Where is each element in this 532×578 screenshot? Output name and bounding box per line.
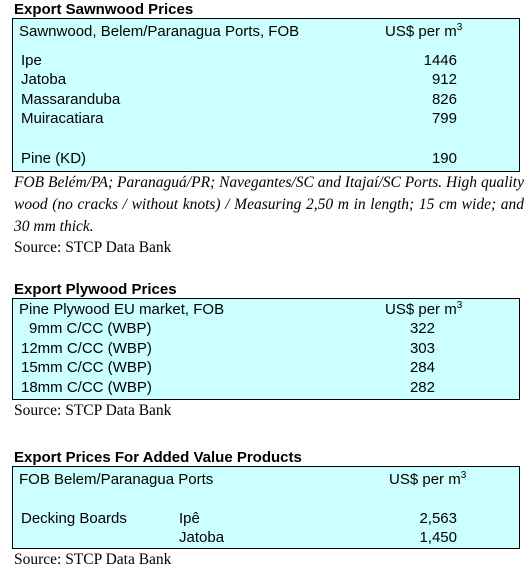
table-row (13, 340, 519, 358)
unit-text: US$ per m (385, 301, 457, 318)
species-label: Jatoba (179, 529, 225, 546)
unit-text: US$ per m (389, 471, 461, 488)
table-row (13, 320, 519, 338)
price-value: 912 (431, 71, 457, 88)
sawnwood-source: Source: STCP Data Bank (14, 239, 172, 256)
added-value-heading: Export Prices For Added Value Products (14, 449, 302, 466)
plywood-grade-label: 15mm C/CC (WBP) (21, 359, 152, 376)
price-value: 284 (409, 359, 435, 376)
unit-superscript: 3 (456, 22, 463, 33)
added-value-table-header (13, 471, 519, 489)
unit-text: US$ per m (385, 23, 457, 40)
plywood-header-label: Pine Plywood EU market, FOB (19, 301, 225, 318)
table-row (13, 150, 519, 168)
price-value: 322 (409, 320, 435, 337)
table-row (13, 359, 519, 377)
plywood-source: Source: STCP Data Bank (14, 402, 172, 419)
added-value-price-table (12, 466, 520, 549)
price-value: 190 (431, 150, 457, 167)
price-value: 282 (409, 379, 435, 396)
table-row (13, 529, 519, 547)
species-label: Pine (KD) (21, 150, 87, 167)
sawnwood-unit-header (385, 23, 462, 43)
plywood-table-header (13, 301, 519, 319)
plywood-grade-label: 18mm C/CC (WBP) (21, 379, 152, 396)
price-value: 303 (409, 340, 435, 357)
plywood-grade-label: 12mm C/CC (WBP) (21, 340, 152, 357)
table-row (13, 110, 519, 128)
table-row (13, 52, 519, 70)
plywood-heading: Export Plywood Prices (14, 281, 177, 298)
species-label: Ipe (21, 52, 42, 69)
sawnwood-header-label: Sawnwood, Belem/Paranagua Ports, FOB (19, 23, 300, 40)
table-row (13, 91, 519, 109)
plywood-grade-label: 9mm C/CC (WBP) (29, 320, 152, 337)
product-label: Decking Boards (21, 510, 127, 527)
price-value: 1446 (423, 52, 457, 69)
added-value-source: Source: STCP Data Bank (14, 551, 172, 568)
table-row (13, 379, 519, 397)
sawnwood-table-header (13, 23, 519, 41)
table-row (13, 71, 519, 89)
price-value: 826 (431, 91, 457, 108)
plywood-price-table (12, 298, 520, 400)
unit-superscript: 3 (456, 300, 463, 311)
table-row (13, 510, 519, 528)
species-label: Muiracatiara (21, 110, 104, 127)
unit-superscript: 3 (460, 470, 467, 481)
species-label: Jatoba (21, 71, 67, 88)
sawnwood-footnote: FOB Belém/PA; Paranaguá/PR; Navegantes/SC and Itajaí/SC Ports. High quality wood (no cracks / without knots) / Measuring 2,50 m in length; 15 cm wide; and 30 mm thick. (14, 174, 524, 235)
sawnwood-price-table (12, 18, 520, 172)
added-value-unit-header (389, 471, 466, 491)
sawnwood-heading: Export Sawnwood Prices (14, 1, 194, 18)
added-value-header-label: FOB Belem/Paranagua Ports (19, 471, 214, 488)
price-value: 1,450 (419, 529, 457, 546)
species-label: Ipê (179, 510, 200, 527)
species-label: Massaranduba (21, 91, 121, 108)
plywood-unit-header (385, 301, 462, 321)
price-value: 2,563 (419, 510, 457, 527)
price-value: 799 (431, 110, 457, 127)
